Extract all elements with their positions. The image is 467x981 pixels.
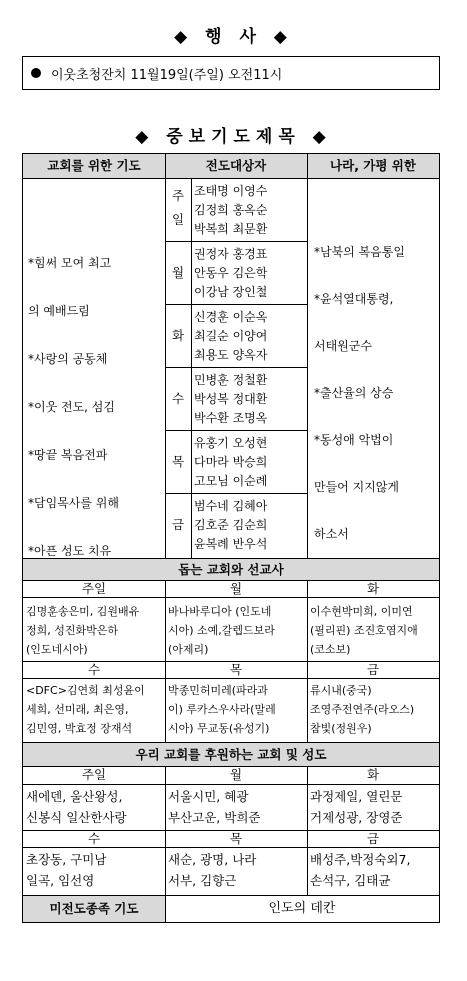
- unreached-value: 인도의 데칸: [268, 901, 336, 916]
- missions-content-sun: 김명훈송은미, 김원배유 정희, 성진화박은하 (인도네시아): [26, 605, 140, 656]
- supporters-section-title: 우리 교회를 후원하는 교회 및 성도: [23, 743, 439, 766]
- list-item: *동성애 악법이: [314, 432, 394, 447]
- supporters-content-mon: 서울시민, 혜광 부산고운, 박희준: [168, 789, 261, 825]
- evangelism-day-fri: 금: [171, 517, 185, 532]
- supporters-content-sun: 새에덴, 울산왕성, 신봉식 일산한사랑: [26, 789, 127, 825]
- missions-day-wed: 수: [87, 662, 101, 677]
- supporters-content-wed: 초장동, 구미남 일곡, 임선영: [26, 852, 107, 888]
- supporters-content-fri: 배성주,박정숙외7, 손석구, 김태균: [310, 852, 411, 888]
- supporters-day-wed: 수: [87, 831, 101, 846]
- missions-day-thu: 목: [229, 662, 243, 677]
- evangelism-day-sun: 주 일: [171, 188, 185, 227]
- missions-content-tue: 이수현박미희, 이미연 (필리핀) 조진호염지애 (코소보): [310, 605, 418, 656]
- header-nation-prayer: 나라, 가평 위한: [307, 154, 439, 178]
- list-item: *이웃 전도, 섬김: [28, 400, 115, 414]
- evangelism-names-thu: 유홍기 오성현 다마라 박승희 고모님 이순례: [194, 436, 268, 488]
- evangelism-day-mon: 월: [171, 265, 185, 280]
- list-item: 만들어 지지않게: [314, 479, 399, 494]
- list-item: *사랑의 공동체: [28, 352, 108, 366]
- list-item: 의 예배드림: [28, 304, 90, 318]
- bullet-icon: [31, 68, 41, 78]
- missions-content-wed: <DFC>김연희 최성윤이 세희, 선미래, 최은영, 김민영, 박효정 장재석: [26, 684, 145, 735]
- list-item: 서태원군수: [314, 338, 372, 353]
- missions-day-fri: 금: [366, 662, 380, 677]
- list-item: *출산율의 상승: [314, 385, 394, 400]
- missions-content-fri: 류시내(중국) 조영주전연주(라오스) 참빛(정원우): [310, 684, 415, 735]
- supporters-content-thu: 새순, 광명, 나라 서부, 김향근: [168, 852, 257, 888]
- evangelism-names-fri: 범수네 김혜아 김호준 김순희 윤복례 반우석: [194, 499, 268, 551]
- supporters-content-tue: 과정제일, 열린문 거제성광, 장영준: [310, 789, 403, 825]
- missions-content-mon: 바나바루디아 (인도네 시아) 소예,갈렙드보라 (아제리): [168, 605, 275, 656]
- header-church-prayer: 교회를 위한 기도: [23, 154, 165, 178]
- evangelism-names-mon: 권정자 홍경표 안동우 김은학 이강남 장인철: [194, 247, 268, 299]
- missions-day-sun: 주일: [81, 581, 107, 596]
- supporters-day-fri: 금: [366, 831, 380, 846]
- evangelism-day-thu: 목: [171, 454, 185, 469]
- prayer-section-title: ◆ 중보기도제목 ◆: [135, 127, 332, 147]
- church-prayer-list: [25, 226, 163, 556]
- evangelism-day-wed: 수: [171, 391, 185, 406]
- header-evangelism: 전도대상자: [165, 154, 307, 178]
- evangelism-names-wed: 민병훈 정철환 박성복 정대환 박수환 조명옥: [194, 373, 268, 425]
- evangelism-names-tue: 신경훈 이순옥 최길순 이양여 최용도 양옥자: [194, 310, 268, 362]
- missions-day-mon: 월: [229, 581, 243, 596]
- prayer-table: [22, 153, 440, 923]
- list-item: *아픈 성도 치유: [28, 544, 112, 556]
- unreached-label: 미전도종족 기도: [23, 896, 165, 922]
- missions-content-thu: 박종민허미레(파라과 이) 루카스우사라(말레 시아) 무교동(유성기): [168, 684, 276, 735]
- missions-section-title: 돕는 교회와 선교사: [23, 559, 439, 580]
- supporters-day-sun: 주일: [81, 767, 107, 782]
- list-item: *힘써 모여 최고: [28, 256, 112, 270]
- supporters-day-mon: 월: [229, 767, 243, 782]
- supporters-day-tue: 화: [366, 767, 380, 782]
- nation-prayer-list: [311, 216, 439, 556]
- list-item: *남북의 복음통일: [314, 244, 405, 259]
- list-item: *땅끝 복음전파: [28, 448, 108, 462]
- missions-day-tue: 화: [366, 581, 380, 596]
- supporters-day-thu: 목: [229, 831, 243, 846]
- event-section-title: ◆ 행 사 ◆: [174, 27, 293, 47]
- evangelism-names-sun: 조태명 이영수 김정희 홍옥순 박복희 최문환: [194, 184, 268, 236]
- evangelism-day-tue: 화: [171, 328, 185, 343]
- list-item: *윤석열대통령,: [314, 291, 394, 306]
- event-item-box: [22, 56, 440, 90]
- list-item: *담임목사를 위해: [28, 496, 119, 510]
- list-item: 하소서: [314, 526, 349, 541]
- event-item-text: 이웃초청잔치 11월19일(주일) 오전11시: [51, 67, 283, 83]
